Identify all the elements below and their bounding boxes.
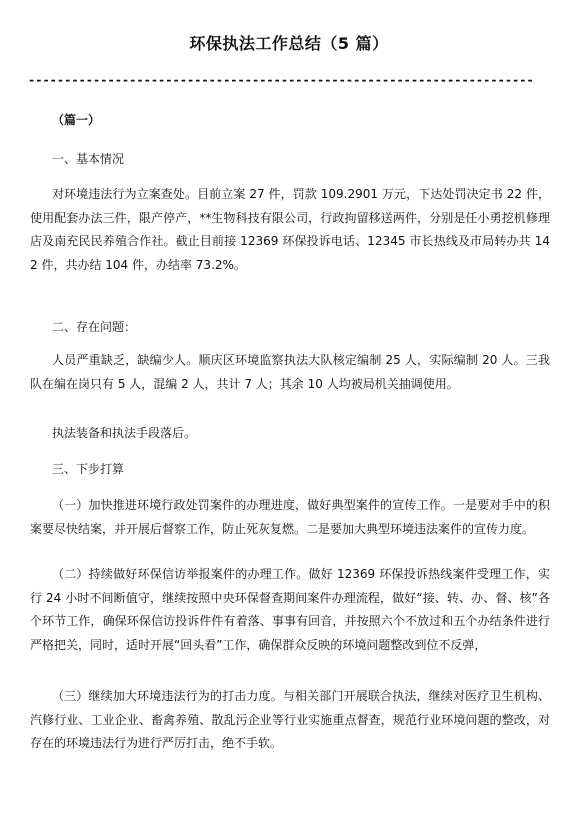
paragraph-next-step-1: （一）加快推进环境行政处罚案件的办理进度，做好典型案件的宣传工作。一是要对手中的积案要尽快结案，并开展后督察工作，防止死灰复燃。二是要加大典型环境违法案件的宣传力度。 bbox=[30, 498, 550, 536]
paragraph-equipment: 执法装备和执法手段落后。 bbox=[52, 426, 197, 440]
document-title: 环保执法工作总结（5 篇） bbox=[189, 34, 389, 53]
dashed-divider: ---------------------------------------------------------------------- bbox=[28, 73, 534, 87]
section-heading-problems: 二、存在问题： bbox=[52, 320, 137, 334]
section-heading-next-steps: 三、下步打算 bbox=[52, 462, 125, 476]
paragraph-basic-situation: 对环境违法行为立案查处。目前立案 27 件，罚款 109.2901 万元，下达处罚决定书 22 件，使用配套办法三件，限产停产，**生物科技有限公司，行政拘留移送两件，分别是任小勇挖机修理店及南充民民养殖合作社。截止目前接 12369 环保投诉电话、12345 市长热线及市局转办共 142 件，共办结 104 件，办结率 73.2%。 bbox=[30, 187, 550, 272]
paragraph-next-step-2: （二）持续做好环保信访举报案件的办理工作。做好 12369 环保投诉热线案件受理工作，实行 24 小时不间断值守，继续按照中央环保督查期间案件办理流程，做好“接、转、办、督、核”各个环节工作，确保环保信访投诉件件有着落、事事有回音，并按照六个不放过和五个办结条件进行严格把关，同时，适时开展“回头看”工作，确保群众反映的环境问题整改到位不反弹， bbox=[30, 567, 550, 652]
paragraph-staff-shortage: 人员严重缺乏，缺编少人。顺庆区环境监察执法大队核定编制 25 人，实际编制 20 人。三我队在编在岗只有 5 人，混编 2 人，共计 7 人；其余 10 人均被局机关抽调使用。 bbox=[30, 353, 550, 391]
part-heading: （篇一） bbox=[52, 113, 101, 127]
paragraph-next-step-3: （三）继续加大环境违法行为的打击力度。与相关部门开展联合执法，继续对医疗卫生机构、汽修行业、工业企业、畜禽养殖、散乱污企业等行业实施重点督查，规范行业环境问题的整改，对存在的环境违法行为进行严厉打击，绝不手软。 bbox=[30, 689, 550, 750]
section-heading-basic: 一、基本情况 bbox=[52, 152, 125, 166]
